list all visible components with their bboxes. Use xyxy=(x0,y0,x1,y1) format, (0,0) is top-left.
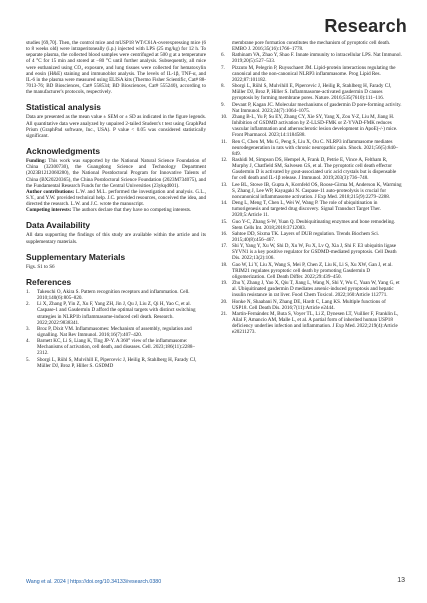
journal-title: Research xyxy=(324,16,407,36)
reference-text: Martín-Fernández M, Buta S, Voyer TL, Li Z, Dynesen LT, Vuillier F, Franklin L, Ailal F, Amancio AM, Malle L, et al. A partial form of inherited human USP18 deficiency underlies infection and inflammation. J Exp Med. 2022;219(4):Article e20211273. xyxy=(232,310,399,336)
reference-text: Sborgi L, Rühl S, Mulvihill E, Pipercevic J, Heilig R, Stahlberg H, Farady CJ, Müller DJ, Broz P, Hiller S. GSDMD xyxy=(37,356,197,369)
contributions-paragraph xyxy=(26,189,206,207)
data-availability-paragraph: All data supporting the findings of this study are available within the article and its supplementary materials. xyxy=(26,232,206,245)
reference-number: 12. xyxy=(221,156,228,163)
contributions-label: Author contributions: xyxy=(26,188,75,195)
reference-text: Honke N, Shaabani N, Zhang DE, Hardt C, Lang KS. Multiple functions of USP18. Cell Death Dis. 2016;7(11):Article e2444. xyxy=(232,298,386,311)
methods-paragraph: studies [69,70]. Then, the control mice and mUSP18 WT/C61A-overexpressing mice (6 to 8 weeks old) were intraperitoneally (i.p.) injected with LPS (25 mg/kg) for 12 h. To separate plasma, the collected blood samples were centrifuged at 500 g at a temperature of 4 °C for 15 min and stored at −80 °C until further analysis. Subsequently, all mice were euthanized using CO₂ exposure, and lung tissues were collected for hematoxylin and eosin (H&E) staining and immunoblot analysis. The levels of IL-1β, TNF-α, and IL-6 in the plasma were measured using ELISA kits (Thermo Fisher Scientific, Cat# 88-7013-76; BD Biosciences, Cat# 558534; BD Biosciences, Cat# 555240), according to the manufacturer's protocols, respectively. xyxy=(26,40,206,96)
reference-text: Deng L, Meng T, Chen L, Wei W, Wang P. The role of ubiquitination in tumorigenesis and targeted drug discovery. Signal Transduct Target Ther. 2020;5:Article 11. xyxy=(232,200,381,219)
statistics-paragraph: Data are presented as the mean value ± SEM or ± SD as indicated in the figure legends. All quantitative data were analyzed by unpaired 2-tailed Student's t test using GraphPad Prism (GraphPad software, Inc., USA). P value < 0.05 was considered statistically significant. xyxy=(26,114,206,139)
reference-number: 8. xyxy=(221,83,225,90)
reference-item xyxy=(26,357,206,369)
reference-item xyxy=(221,200,402,218)
reference-text: Sahtoe DD, Sixma TK. Layers of DUB regulation. Trends Biochem Sci. 2015;40(8):456–467. xyxy=(232,230,380,243)
reference-item xyxy=(221,219,402,231)
reference-text: Barnett KC, Li S, Liang K, Ting JP-Y. A 360° view of the inflammasome: Mechanisms of activation, cell death, and diseases. Cell. 2023;186(11):2288–2312. xyxy=(37,338,195,357)
reference-item xyxy=(221,157,402,182)
left-column xyxy=(26,40,206,369)
reference-text: Zhang B-L, Yu P, Su EY, Zhang CY, Xie SY, Yang X, Zou Y-Z, Liu M, Jiang H. Inhibition of GSDMD activation by Z-LLSD-FMK or Z-YVAD-FMK reduces vascular inflammation and atherosclerotic lesion development in ApoE(-/-) mice. Front Pharmacol. 2023;14:1184588. xyxy=(232,113,398,139)
reference-item xyxy=(221,231,402,243)
reference-number: 10. xyxy=(221,113,228,120)
reference-number: 13. xyxy=(221,181,228,188)
reference-item xyxy=(26,326,206,338)
data-availability-heading: Data Availability xyxy=(26,220,91,231)
reference-item xyxy=(221,52,402,64)
acknowledgments-heading: Acknowledgments xyxy=(26,146,100,157)
reference-number: 6. xyxy=(221,52,225,59)
reference-number: 4. xyxy=(26,338,30,345)
reference-item xyxy=(221,182,402,200)
supplementary-text: Figs. S1 to S6 xyxy=(26,263,55,270)
reference-text: Guo Y-C, Zhang S-W, Yuan Q. Deubiquitinating enzymes and bone remodeling. Stem Cells Int. 2018;2018:3712083. xyxy=(232,218,396,231)
reference-text: membrane pore formation constitutes the mechanism of pyroptotic cell death. EMBO J. 2016;35(16):1766–1778. xyxy=(232,40,391,53)
reference-item xyxy=(221,299,402,311)
reference-number: 2. xyxy=(26,301,30,308)
reference-text: Sborgi L, Rühl S, Mulvihill E, Pipercevic J, Heilig R, Stahlberg H, Farady CJ, Müller DJ, Broz P, Hiller S. Inflammasome-activated gasdermin D causes pyroptosis by forming membrane pores. Nature. 2016;535(7610):111–116. xyxy=(232,83,392,102)
right-reference-list xyxy=(221,40,402,336)
reference-text: Ren C, Chen M, Mu G, Peng S, Liu X, Ou C. NLRP3 inflammasome mediates neurodegeneration in rats with chronic neuropathic pain. Shock. 2021;56(5):840–849. xyxy=(232,138,399,157)
reference-text: Takeuchi O, Akira S. Pattern recognition receptors and inflammation. Cell. 2010;140(6):805–820. xyxy=(37,288,190,302)
reference-text: Shi Y, Yang Y, Xu W, Shi D, Xu W, Fu X, Lv Q, Xia J, Shi F. E3 ubiquitin ligase SYVN1 is a key positive regulator for GSDMD-mediated pyroptosis. Cell Death Dis. 2022;13(2):106. xyxy=(232,243,397,262)
reference-number: 16. xyxy=(221,230,228,237)
reference-item xyxy=(221,83,402,101)
reference-item xyxy=(221,139,402,157)
reference-number: 18. xyxy=(221,261,228,268)
competing-paragraph xyxy=(26,207,206,213)
reference-number: 1. xyxy=(26,288,30,295)
reference-item xyxy=(221,114,402,139)
reference-number: 20. xyxy=(221,298,228,305)
reference-text: Rathinam VA, Zhao Y, Shao F. Innate immunity to intracellular LPS. Nat Immunol. 2019;20(5):527–533. xyxy=(232,52,402,65)
reference-number: 7. xyxy=(221,64,225,71)
reference-text: Zhu Y, Zhang J, Yao X, Qiu T, Jiang L, Wang N, Shi Y, Wu C, Yuan W, Yang G, et al. Ubiquitinated gasdermin D mediates arsenic-induced pyroptosis and hepatic insulin resistance in rat liver. Food Chem Toxicol. 2022;160:Article 112771. xyxy=(232,280,400,299)
footer-citation[interactable] xyxy=(26,579,161,585)
funding-text: This work was supported by the National Natural Science Foundation of China (32300730), the Guangdong Science and Technology Department (2023B1212060280), the National Postdoctoral Program for Innovative Talents of China (BX20220365), the China Postdoctoral Science Foundation (2023M734075), and the Fundamental Research Funds for the Central Universities (23ykqd001). xyxy=(26,158,206,189)
right-column xyxy=(221,40,402,336)
funding-paragraph xyxy=(26,158,206,189)
reference-number: 9. xyxy=(221,101,225,108)
left-reference-list xyxy=(26,289,206,369)
reference-text: Devant P, Kagan JC. Molecular mechanisms of gasdermin D pore-forming activity. Nat Immunol. 2023;24(7):1064–1075. xyxy=(232,101,402,114)
statistics-heading: Statistical analysis xyxy=(26,102,101,113)
reference-item xyxy=(221,243,402,261)
reference-item xyxy=(221,311,402,336)
reference-text: Broz P, Dixit VM. Inflammasomes: Mechanism of assembly, regulation and signalling. Nat Rev Immunol. 2016;16(7):407–420. xyxy=(37,325,192,338)
reference-item xyxy=(26,338,206,356)
reference-number: 14. xyxy=(221,200,228,207)
page-number: 13 xyxy=(397,577,405,584)
reference-item xyxy=(221,280,402,298)
funding-label: Funding: xyxy=(26,158,47,165)
reference-item xyxy=(221,40,402,52)
reference-number: 11. xyxy=(221,138,228,145)
doi-link[interactable]: Wang et al. 2024 | https://doi.org/10.34133/research.0380 xyxy=(26,579,162,585)
supplementary-heading: Supplementary Materials xyxy=(26,251,126,262)
reference-item xyxy=(26,289,206,301)
reference-number: 5. xyxy=(26,356,30,363)
competing-text: The authors declare that they have no competing interests. xyxy=(71,207,192,214)
reference-text: Li X, Zhang P, Yin Z, Xu F, Yang ZH, Jin J, Qu J, Liu Z, Qi H, Yao C, et al. Caspase-1 and Gasdermin D afford the optimal targets with distinct switching strategies in NLRP1b inflammasome-induced cell death. Research. 2022;2022:9838341. xyxy=(37,301,196,326)
references-heading: References xyxy=(26,276,72,287)
reference-number: 15. xyxy=(221,218,228,225)
reference-text: Rashidi M, Simpson DS, Hempel A, Frank D, Petrie E, Vince A, Feltham R, Murphy J, Chatfield SM, Salvesen GS, et al. The pyroptotic cell death effector Gasdermin D is activated by gout-associated uric acid crystals but is dispensable for cell death and IL-1β release. J Immunol. 2019;203(3):736–748. xyxy=(232,156,397,182)
contributions-text: L.W. and M.L. performed the investigation and analysis. G.L., S.Y., and Y.W. provided technical help. J.C. provided resources, conceived the idea, and directed the research. L.W. and J.C. wrote the manuscript. xyxy=(26,188,206,208)
reference-text: Gao W, Li Y, Liu X, Wang S, Mei P, Chen Z, Liu K, Li S, Xu XW, Gan J, et al. TRIM21 regulates pyroptotic cell death by promoting Gasdermin D oligomerization. Cell Death Differ. 2022;29:439–450. xyxy=(232,261,393,280)
reference-text: Lee BL, Stowe IB, Gupta A, Kornfeld OS, Roose-Girma M, Anderson K, Warming S, Zhang J, Lee WP, Kayagaki N. Caspase-11 auto-proteolysis is crucial for noncanonical inflammasome activation. J Exp Med. 2018;215(9):2279–2288. xyxy=(232,181,402,200)
reference-number: 19. xyxy=(221,280,228,287)
reference-number: 3. xyxy=(26,325,30,332)
reference-item xyxy=(221,262,402,280)
reference-item xyxy=(26,301,206,326)
reference-number: 17. xyxy=(221,243,228,250)
reference-item xyxy=(221,102,402,114)
reference-text: Pizzuto M, Pelegrin P, Ruysschaert JM. Lipid-protein interactions regulating the canonical and the non-canonical NLRP3 inflammasome. Prog Lipid Res. 2022;87:101182. xyxy=(232,64,396,83)
competing-label: Competing interests: xyxy=(26,207,72,214)
reference-item xyxy=(221,65,402,83)
reference-number: 21. xyxy=(221,310,228,317)
